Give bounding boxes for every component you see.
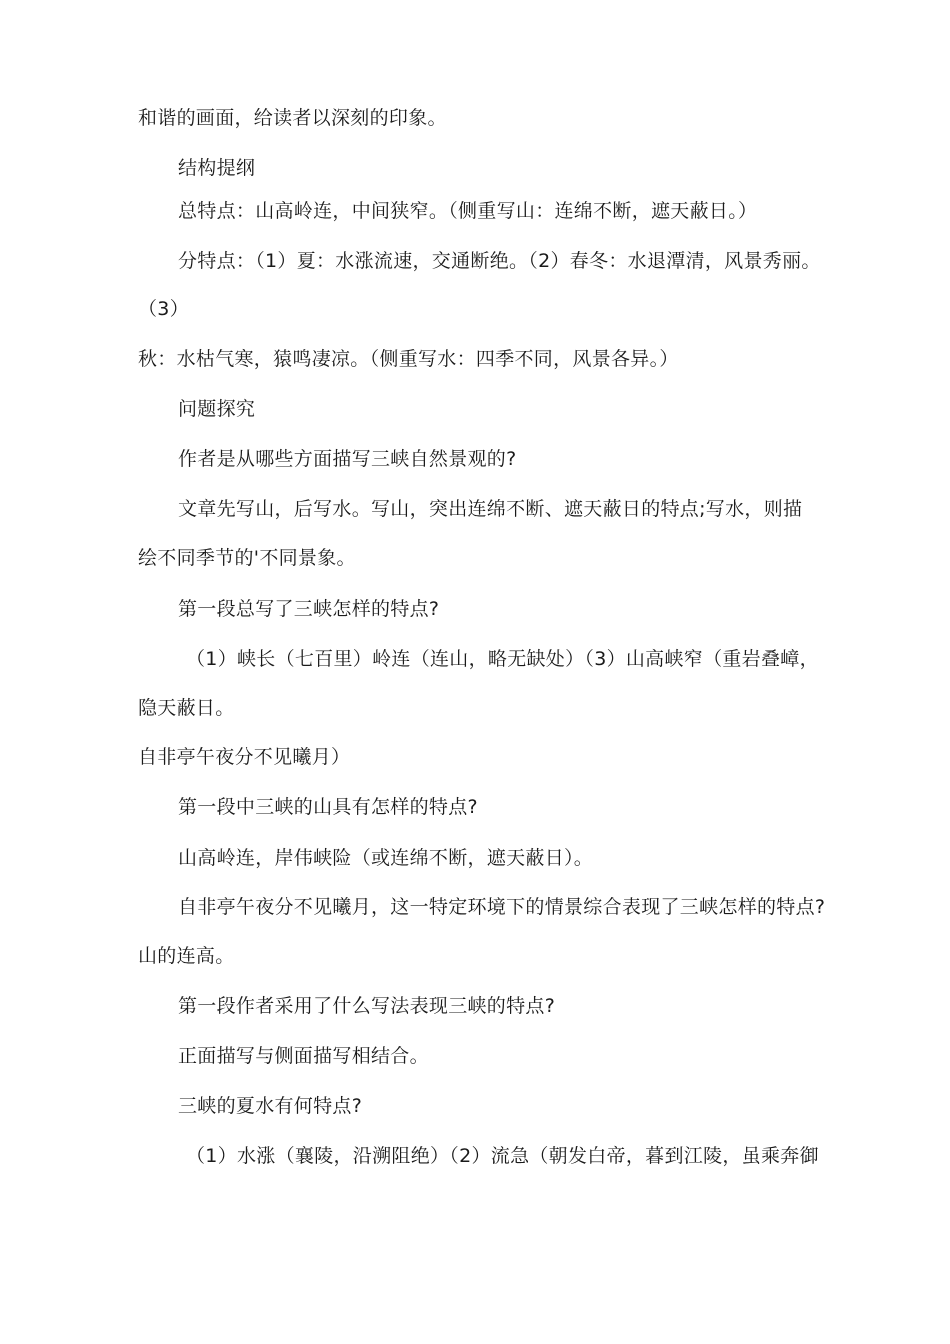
question-line: 第一段总写了三峡怎样的特点? — [178, 598, 440, 620]
paragraph-line: 总特点：山高岭连，中间狭窄。（侧重写山：连绵不断，遮天蔽日。） — [178, 200, 758, 222]
question-line: 第一段中三峡的山具有怎样的特点? — [178, 796, 478, 818]
answer-line: 绘不同季节的'不同景象。 — [138, 547, 356, 569]
answer-line: 隐天蔽日。 — [138, 697, 235, 719]
question-line: 三峡的夏水有何特点? — [178, 1095, 363, 1117]
answer-line: 正面描写与侧面描写相结合。 — [178, 1045, 429, 1067]
answer-line: （1）峡长（七百里）岭连（连山，略无缺处）（3）山高峡窄（重岩叠嶂， — [186, 648, 819, 670]
paragraph-line: （3） — [138, 298, 189, 320]
paragraph-line: 秋：水枯气寒，猿鸣凄凉。（侧重写水：四季不同，风景各异。） — [138, 348, 679, 370]
paragraph-line: 和谐的画面，给读者以深刻的印象。 — [138, 107, 447, 129]
question-line: 作者是从哪些方面描写三峡自然景观的? — [178, 448, 517, 470]
section-heading-inquiry: 问题探究 — [178, 398, 256, 420]
answer-line: 自非亭午夜分不见曦月） — [138, 746, 351, 768]
section-heading-outline: 结构提纲 — [178, 157, 256, 179]
answer-line: 山的连高。 — [138, 945, 235, 967]
answer-line: 山高岭连，岸伟峡险（或连绵不断，遮天蔽日）。 — [178, 847, 594, 869]
answer-line: 文章先写山，后写水。写山，突出连绵不断、遮天蔽日的特点;写水，则描 — [178, 498, 803, 520]
question-line: 第一段作者采用了什么写法表现三峡的特点? — [178, 995, 556, 1017]
answer-line: （1）水涨（襄陵，沿溯阻绝）（2）流急（朝发白帝，暮到江陵，虽乘奔御 — [186, 1145, 819, 1167]
paragraph-line: 分特点：（1）夏：水涨流速，交通断绝。（2）春冬：水退潭清，风景秀丽。 — [178, 250, 821, 272]
question-line: 自非亭午夜分不见曦月，这一特定环境下的情景综合表现了三峡怎样的特点? — [178, 896, 826, 918]
